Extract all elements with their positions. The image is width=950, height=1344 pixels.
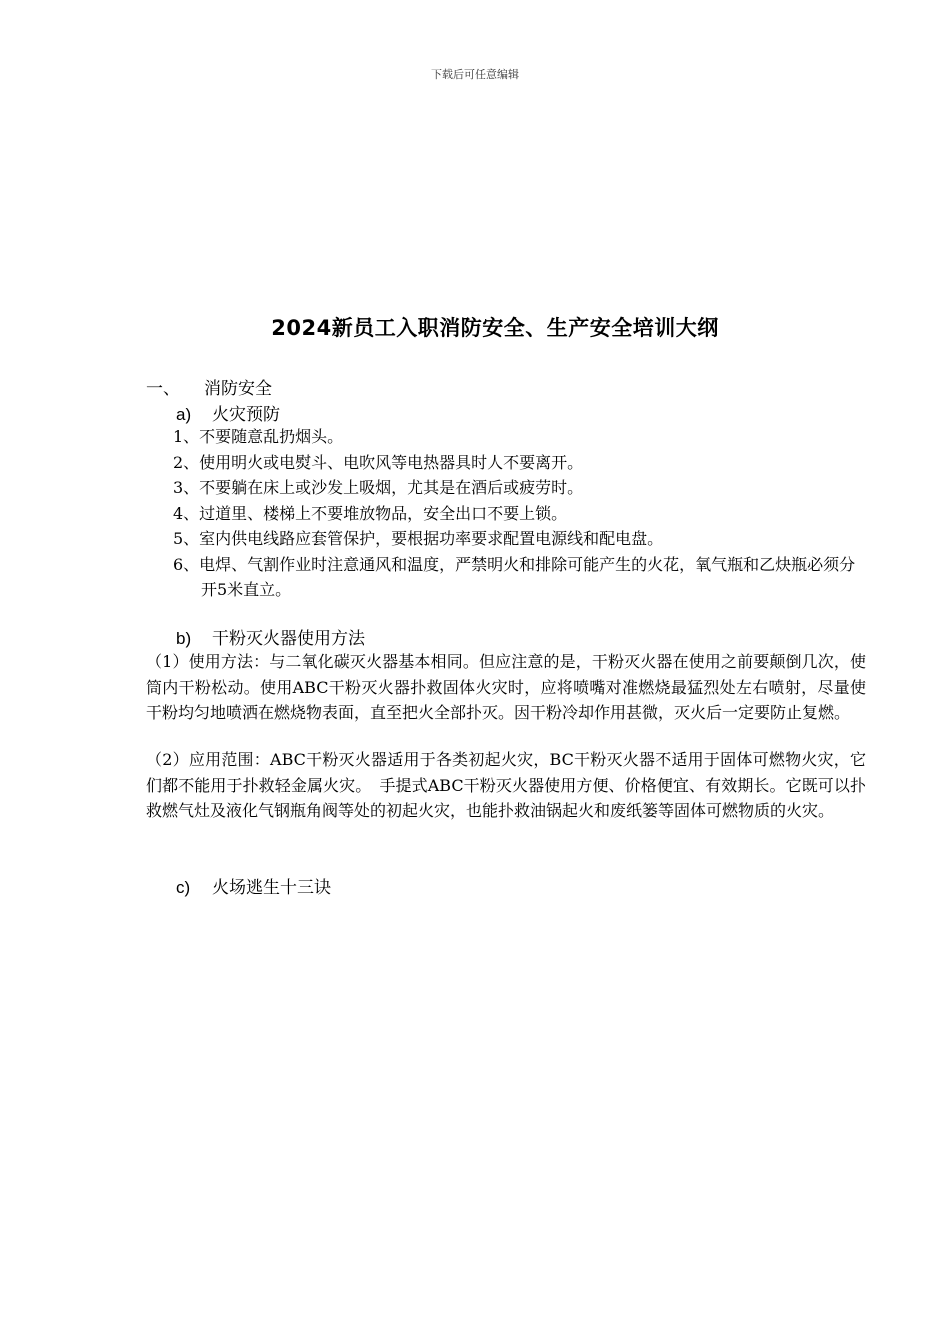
subsection-title: 火场逃生十三诀 [212,878,331,898]
list-item: 1、不要随意乱扔烟头。 [173,427,344,446]
list-item: 4、过道里、楼梯上不要堆放物品，安全出口不要上锁。 [173,503,568,523]
subsection-title: 干粉灭火器使用方法 [212,629,365,649]
fire-prevention-list [173,424,863,603]
page-header-note: 下载后可任意编辑 [431,68,519,81]
subsection-a-heading [176,400,280,425]
list-item: 5、室内供电线路应套管保护，要根据功率要求配置电源线和配电盘。 [173,529,664,548]
section-title: 消防安全 [204,379,272,399]
subsection-letter: b) [176,629,192,648]
document-title: 2024新员工入职消防安全、生产安全培训大纲 [271,316,719,340]
section-heading-fire-safety [146,374,272,399]
usage-method-paragraph: （1）使用方法：与二氧化碳灭火器基本相同。但应注意的是，干粉灭火器在使用之前要颠倒几次，使筒内干粉松动。使用ABC干粉灭火器扑救固体火灾时，应将喷嘴对准燃烧最猛烈处左右喷射，尽量使干粉均匀地喷洒在燃烧物表面，直至把火全部扑灭。因干粉冷却作用甚微，灭火后一定要防止复燃。 [146,652,866,722]
subsection-c-heading [176,873,331,898]
list-item: 3、不要躺在床上或沙发上吸烟，尤其是在酒后或疲劳时。 [173,478,584,497]
application-scope-paragraph: （2）应用范围：ABC干粉灭火器适用于各类初起火灾，BC干粉灭火器不适用于固体可燃物火灾，它们都不能用于扑救轻金属火灾。 手提式ABC干粉灭火器使用方便、价格便宜、有效期长。它既可以扑救燃气灶及液化气钢瓶角阀等处的初起火灾，也能扑救油锅起火和废纸篓等固体可燃物质的火灾。 [146,750,866,820]
subsection-letter: a) [176,405,192,424]
subsection-title: 火灾预防 [212,405,280,425]
subsection-b-heading [176,624,365,649]
section-number: 一、 [146,379,180,399]
list-item: 6、电焊、气割作业时注意通风和温度，严禁明火和排除可能产生的火花，氧气瓶和乙炔瓶必须分开5米直立。 [173,554,856,599]
subsection-letter: c) [176,878,191,897]
list-item: 2、使用明火或电熨斗、电吹风等电热器具时人不要离开。 [173,452,584,472]
